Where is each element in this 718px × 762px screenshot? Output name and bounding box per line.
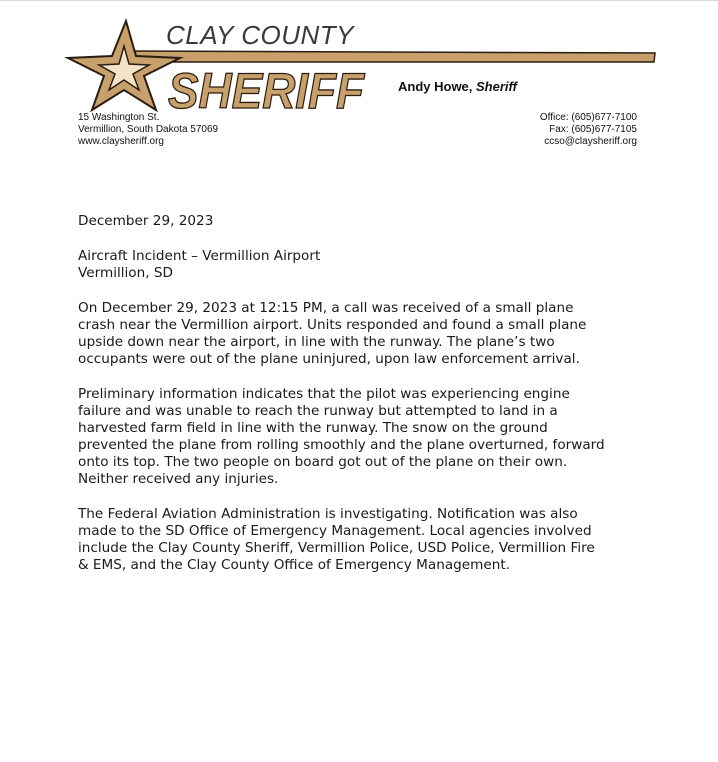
address-city: Vermillion, South Dakota 57069 [78, 124, 219, 135]
paragraph-preliminary: Preliminary information indicates that the pilot was experiencing engine failure and was unable to reach the runway but attempted to land in a harvested farm field in line with the runway. The snow on the ground prevented the plane from rolling smoothly and the plane overturned, forward onto its top. The two people on board got out of the plane on their own. Neither received any injuries. [78, 386, 605, 487]
contact-email: ccso@claysheriff.org [544, 136, 637, 147]
page-top-border [0, 0, 718, 1]
release-body [78, 213, 648, 592]
sheriff-person: Andy Howe, [398, 79, 477, 94]
county-name: CLAY COUNTY [166, 20, 355, 50]
sheriff-wordmark-text: SHERIFF [168, 66, 366, 114]
subject-location: Vermillion, SD [78, 265, 173, 281]
address-website: www.claysheriff.org [78, 136, 164, 147]
subject-title: Aircraft Incident – Vermillion Airport [78, 248, 321, 264]
release-subject [78, 248, 648, 282]
paragraph-incident: On December 29, 2023 at 12:15 PM, a call was received of a small plane crash near the Vermillion airport. Units responded and found a small plane upside down near the airport, in line with the runway. The plane’s two occupants were out of the plane uninjured, upon law enforcement arrival. [78, 300, 587, 367]
sheriff-name [398, 79, 517, 94]
address-street: 15 Washington St. [78, 112, 160, 123]
sheriff-wordmark [164, 66, 370, 114]
office-contact [540, 112, 637, 148]
release-date: December 29, 2023 [78, 213, 214, 229]
paragraph-investigation: The Federal Aviation Administration is investigating. Notification was also made to the SD Office of Emergency Management. Local agencies involved include the Clay County Sheriff, Vermillion Police, USD Police, Vermillion Fire & EMS, and the Clay County Office of Emergency Management. [78, 506, 595, 573]
sheriff-title: Sheriff [476, 79, 517, 94]
office-address [78, 112, 218, 148]
contact-office-phone: Office: (605)677-7100 [539, 112, 637, 123]
contact-fax: Fax: (605)677-7105 [549, 124, 637, 135]
